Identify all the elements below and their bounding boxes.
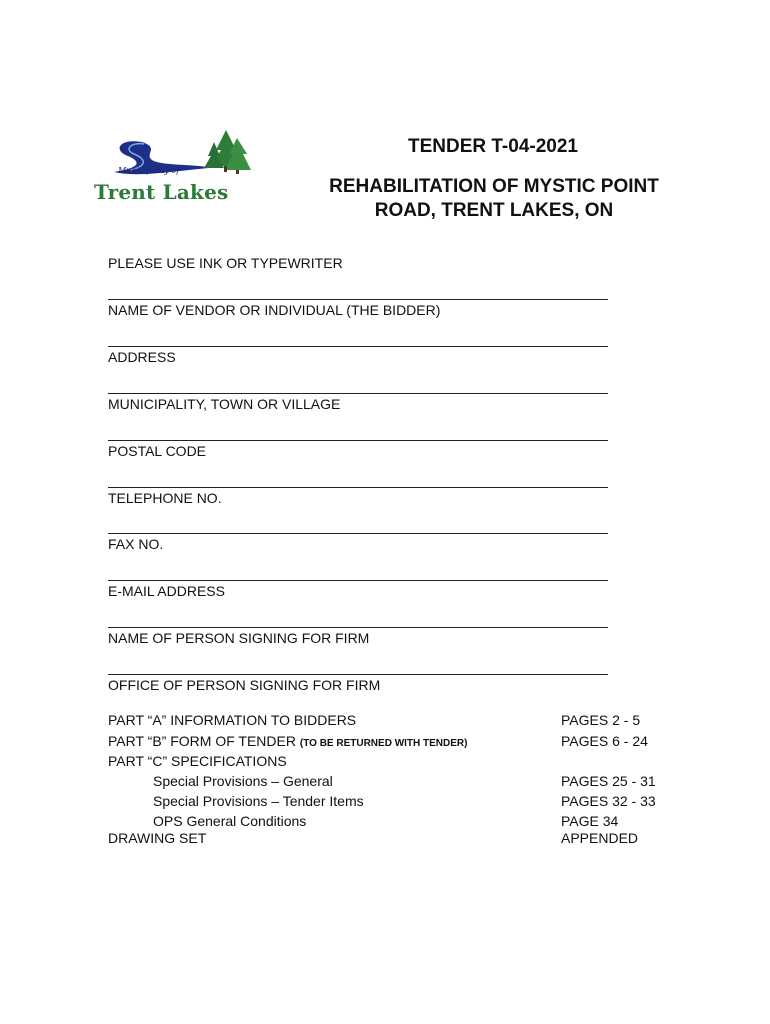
sub-item-pages: PAGES 32 - 33 xyxy=(561,793,656,809)
sub-item-pages: PAGE 34 xyxy=(561,813,619,829)
logo-name-text: Trent Lakes xyxy=(94,180,229,204)
instruction-text: PLEASE USE INK OR TYPEWRITER xyxy=(108,255,343,271)
municipality-logo xyxy=(90,128,265,208)
municipality-line[interactable] xyxy=(108,393,608,394)
drawing-set-pages: APPENDED xyxy=(561,830,639,846)
part-a-label: PART “A” INFORMATION TO BIDDERS xyxy=(108,712,357,728)
logo-script-text: Municipality of xyxy=(118,166,180,175)
part-b-note: (TO BE RETURNED WITH TENDER) xyxy=(299,738,468,749)
municipality-label: MUNICIPALITY, TOWN OR VILLAGE xyxy=(108,396,341,412)
email-label: E-MAIL ADDRESS xyxy=(108,583,225,599)
signer-office-line[interactable] xyxy=(108,674,608,675)
vendor-name-label: NAME OF VENDOR OR INDIVIDUAL (THE BIDDER) xyxy=(108,302,441,318)
address-label: ADDRESS xyxy=(108,349,176,365)
signer-name-label: NAME OF PERSON SIGNING FOR FIRM xyxy=(108,630,370,646)
signer-name-line[interactable] xyxy=(108,627,608,628)
part-a-pages: PAGES 2 - 5 xyxy=(561,712,641,728)
email-line[interactable] xyxy=(108,580,608,581)
address-line[interactable] xyxy=(108,346,608,347)
part-b-pages: PAGES 6 - 24 xyxy=(561,733,648,749)
drawing-set-label: DRAWING SET xyxy=(108,830,207,846)
part-b-row xyxy=(108,733,467,749)
vendor-name-line[interactable] xyxy=(108,299,608,300)
part-b-label: PART “B” FORM OF TENDER xyxy=(108,733,300,749)
sub-item-label: Special Provisions – General xyxy=(153,773,333,789)
postal-code-line[interactable] xyxy=(108,440,608,441)
sub-item-pages: PAGES 25 - 31 xyxy=(561,773,656,789)
fax-line[interactable] xyxy=(108,533,608,534)
sub-item-label: OPS General Conditions xyxy=(153,813,307,829)
part-c-label: PART “C” SPECIFICATIONS xyxy=(108,753,287,769)
fax-label: FAX NO. xyxy=(108,536,164,552)
project-title: REHABILITATION OF MYSTIC POINT ROAD, TRENT LAKES, ON xyxy=(329,176,659,221)
postal-code-label: POSTAL CODE xyxy=(108,443,207,459)
signer-office-label: OFFICE OF PERSON SIGNING FOR FIRM xyxy=(108,677,381,693)
telephone-line[interactable] xyxy=(108,487,608,488)
sub-item-label: Special Provisions – Tender Items xyxy=(153,793,364,809)
tender-number: TENDER T-04-2021 xyxy=(407,136,578,157)
telephone-label: TELEPHONE NO. xyxy=(108,490,222,506)
